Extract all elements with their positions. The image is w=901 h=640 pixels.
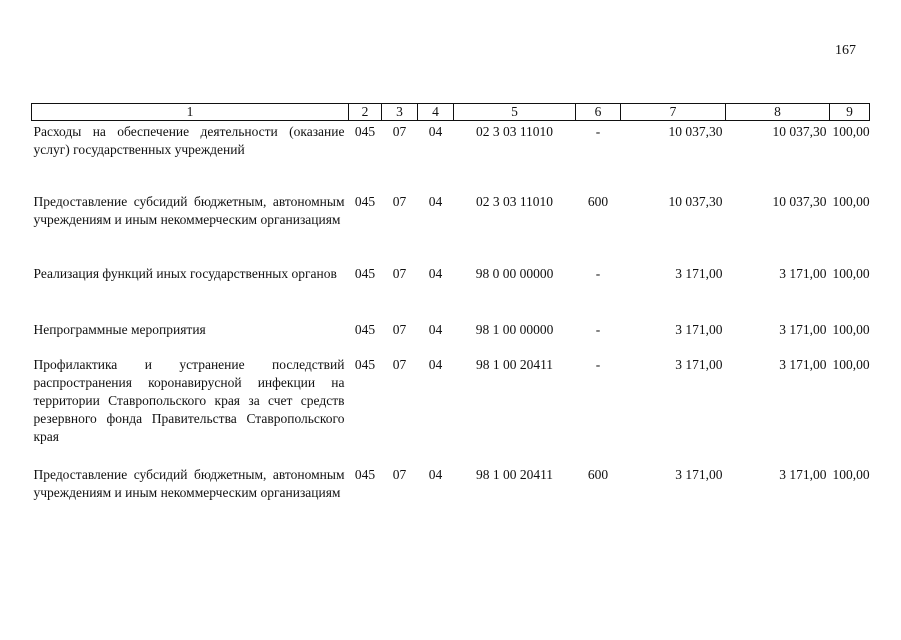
cell-section: 07	[392, 321, 407, 337]
cell-executed-amount: 10 037,30	[772, 124, 827, 139]
cell-planned-amount: 3 171,00	[675, 265, 723, 281]
page-number: 167	[835, 43, 856, 58]
cell-expense-type: -	[595, 321, 601, 337]
column-header: 8	[726, 104, 830, 121]
cell-subsection: 04	[428, 193, 443, 209]
cell-subsection: 04	[428, 265, 443, 281]
budget-table	[31, 103, 870, 524]
cell-percent: 100,00	[832, 265, 870, 281]
row-name: Реализация функций иных государственных органов	[33, 265, 337, 281]
cell-section: 07	[392, 356, 407, 372]
cell-planned-amount: 10 037,30	[668, 193, 723, 209]
cell-executed-amount: 3 171,00	[779, 466, 827, 482]
cell-planned-amount: 3 171,00	[675, 356, 723, 372]
row-name: Предоставление субсидий бюджетным, автономным учреждениям и иным некоммерческим организациям	[33, 193, 345, 227]
cell-percent: 100,00	[832, 466, 870, 482]
cell-target-article: 98 0 00 00000	[475, 265, 554, 281]
row-name: Профилактика и устранение последствий распространения коронавирусной инфекции на территории Ставропольского края за счет средств резервного фонда Правительства Ставропольского края	[33, 356, 345, 444]
cell-ministry-code: 045	[354, 124, 376, 139]
cell-expense-type: -	[595, 124, 601, 139]
cell-subsection: 04	[428, 466, 443, 482]
cell-section: 07	[392, 466, 407, 482]
cell-executed-amount: 3 171,00	[779, 265, 827, 281]
row-name: Расходы на обеспечение деятельности (оказание услуг) государственных учреждений	[33, 124, 345, 157]
cell-target-article: 02 3 03 11010	[475, 193, 554, 209]
table-row	[32, 319, 870, 354]
cell-section: 07	[392, 265, 407, 281]
table-row	[32, 464, 870, 524]
cell-ministry-code: 045	[354, 466, 376, 482]
cell-target-article: 98 1 00 20411	[475, 466, 554, 482]
column-header: 6	[576, 104, 621, 121]
column-header: 1	[32, 104, 349, 121]
cell-subsection: 04	[428, 124, 443, 139]
table-row	[32, 354, 870, 464]
cell-percent: 100,00	[832, 124, 870, 139]
cell-ministry-code: 045	[354, 193, 376, 209]
cell-subsection: 04	[428, 321, 443, 337]
cell-expense-type: 600	[587, 193, 609, 209]
cell-planned-amount: 3 171,00	[675, 321, 723, 337]
cell-ministry-code: 045	[354, 356, 376, 372]
cell-ministry-code: 045	[354, 321, 376, 337]
cell-executed-amount: 10 037,30	[772, 193, 827, 209]
cell-target-article: 98 1 00 00000	[475, 321, 554, 337]
cell-expense-type: -	[595, 356, 601, 372]
cell-executed-amount: 3 171,00	[779, 356, 827, 372]
cell-section: 07	[392, 193, 407, 209]
cell-planned-amount: 3 171,00	[675, 466, 723, 482]
table-row	[32, 191, 870, 263]
column-header: 9	[830, 104, 870, 121]
cell-percent: 100,00	[832, 321, 870, 337]
column-header: 7	[621, 104, 726, 121]
column-header: 5	[454, 104, 576, 121]
cell-percent: 100,00	[832, 356, 870, 372]
cell-planned-amount: 10 037,30	[668, 124, 723, 139]
cell-percent: 100,00	[832, 193, 870, 209]
cell-ministry-code: 045	[354, 265, 376, 281]
table-row	[32, 263, 870, 319]
column-header: 2	[349, 104, 382, 121]
cell-expense-type: 600	[587, 466, 609, 482]
cell-target-article: 02 3 03 11010	[475, 124, 554, 139]
table-row	[32, 121, 870, 191]
cell-section: 07	[392, 124, 407, 139]
column-header: 3	[382, 104, 418, 121]
cell-executed-amount: 3 171,00	[779, 321, 827, 337]
column-header: 4	[418, 104, 454, 121]
row-name: Непрограммные мероприятия	[33, 321, 206, 337]
cell-subsection: 04	[428, 356, 443, 372]
cell-target-article: 98 1 00 20411	[475, 356, 554, 372]
table-header-row	[32, 104, 870, 121]
cell-expense-type: -	[595, 265, 601, 281]
row-name: Предоставление субсидий бюджетным, автономным учреждениям и иным некоммерческим организациям	[33, 466, 345, 500]
